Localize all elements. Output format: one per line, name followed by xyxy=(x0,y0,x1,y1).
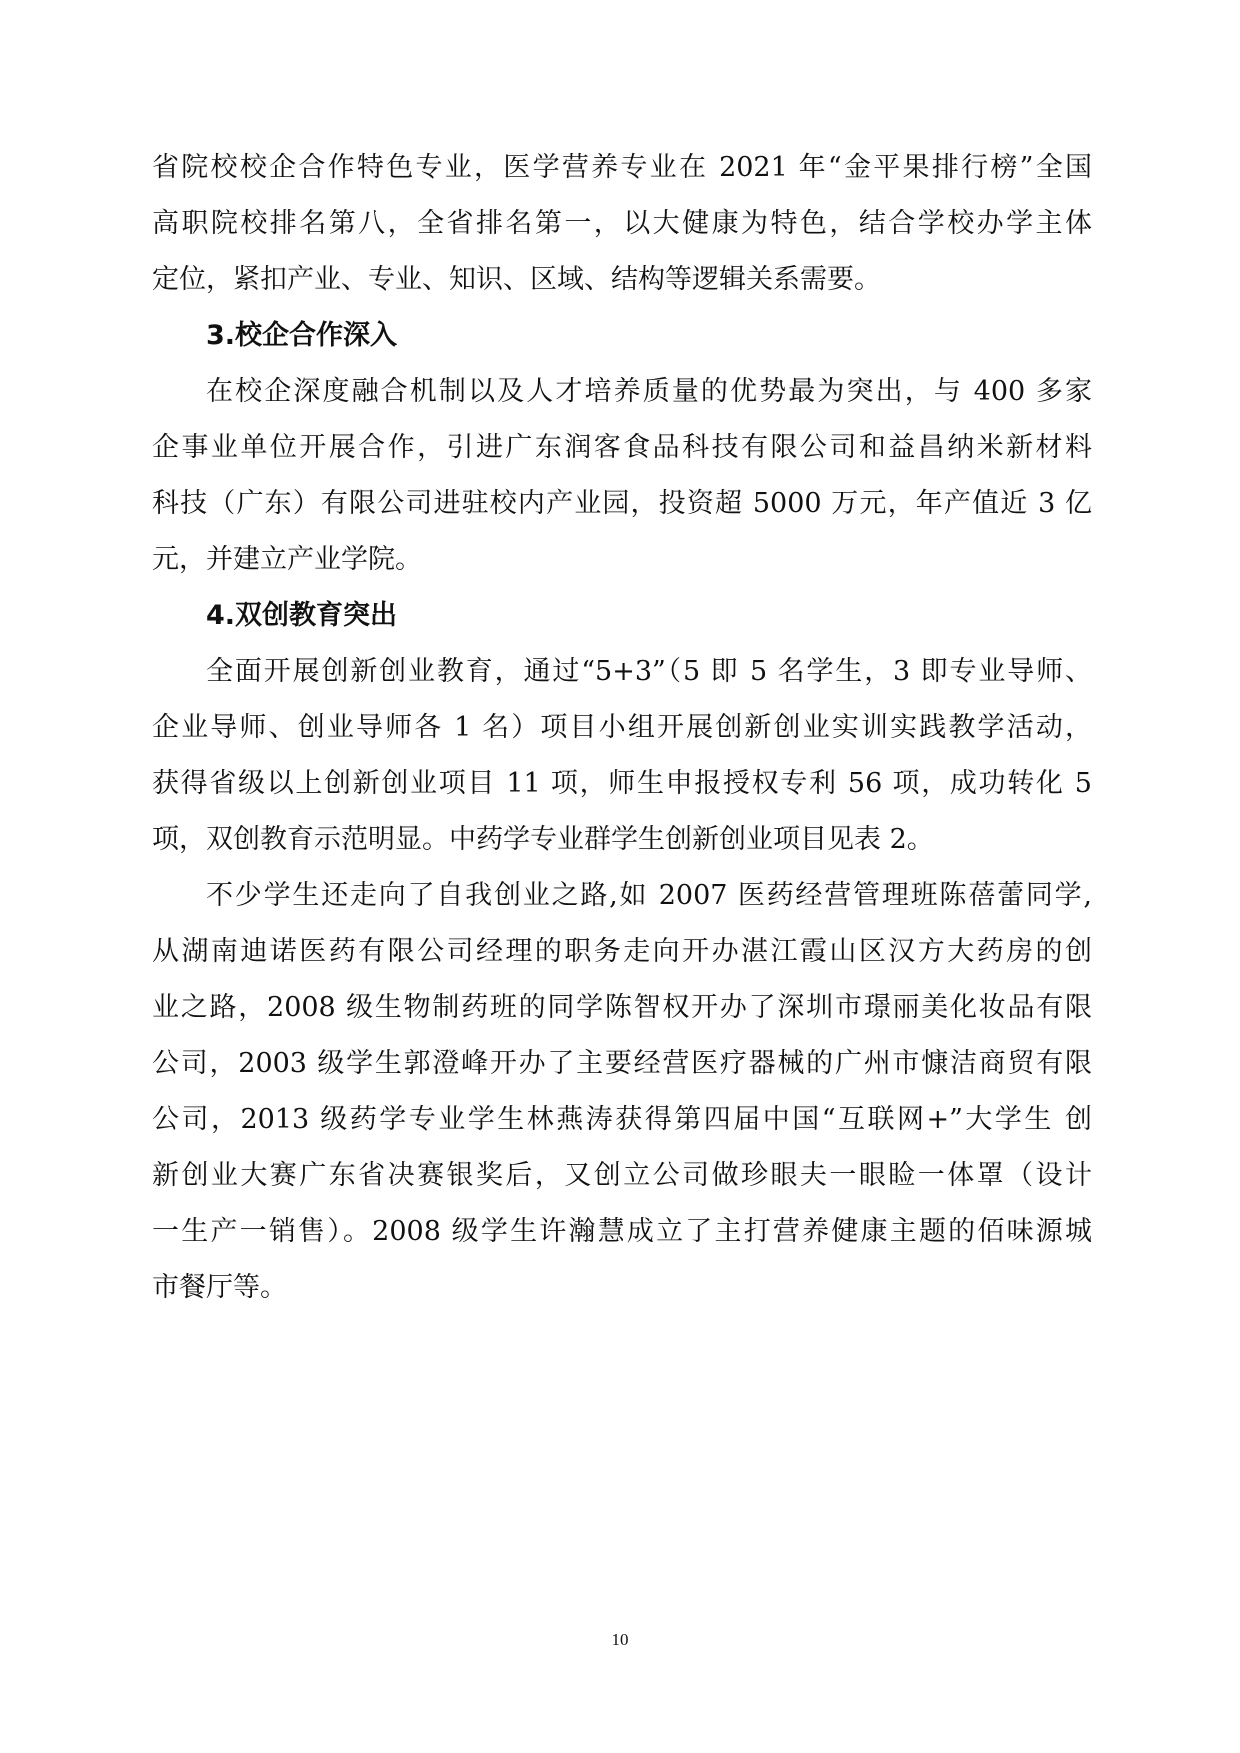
body-text-line: 市餐厅等。 xyxy=(152,1272,287,1303)
body-text-line: 从湖南迪诺医药有限公司经理的职务走向开办湛江霞山区汉方大药房的创 xyxy=(152,936,1092,967)
body-text-line: 在校企深度融合机制以及人才培养质量的优势最为突出，与 400 多家 xyxy=(206,376,1092,407)
body-text-line: 获得省级以上创新创业项目 11 项，师生申报授权专利 56 项，成功转化 5 xyxy=(152,768,1092,799)
body-text-line: 一生产一销售）。2008 级学生许瀚慧成立了主打营养健康主题的佰味源城 xyxy=(152,1216,1092,1247)
body-text-line: 定位，紧扣产业、专业、知识、区域、结构等逻辑关系需要。 xyxy=(152,264,881,295)
body-text-line: 高职院校排名第八，全省排名第一，以大健康为特色，结合学校办学主体 xyxy=(152,208,1092,239)
body-text-line: 公司，2003 级学生郭澄峰开办了主要经营医疗器械的广州市慷洁商贸有限 xyxy=(152,1048,1092,1079)
body-text-line: 业之路，2008 级生物制药班的同学陈智权开办了深圳市璟丽美化妆品有限 xyxy=(152,992,1092,1023)
body-text-line: 不少学生还走向了自我创业之路,如 2007 医药经营管理班陈蓓蕾同学, xyxy=(206,880,1092,911)
body-text-line: 项，双创教育示范明显。中药学专业群学生创新创业项目见表 2。 xyxy=(152,824,934,855)
body-text-line: 省院校校企合作特色专业，医学营养专业在 2021 年“金平果排行榜”全国 xyxy=(152,152,1092,183)
body-text-line: 新创业大赛广东省决赛银奖后，又创立公司做珍眼夫一眼睑一体罩（设计 xyxy=(152,1160,1092,1191)
body-text-line: 元，并建立产业学院。 xyxy=(152,544,422,575)
page-number: 10 xyxy=(611,1630,629,1649)
section-heading: 4.双创教育突出 xyxy=(206,600,398,631)
body-text-line: 企事业单位开展合作，引进广东润客食品科技有限公司和益昌纳米新材料 xyxy=(152,432,1092,463)
body-text-line: 公司，2013 级药学专业学生林燕涛获得第四届中国“互联网+”大学生 创 xyxy=(152,1104,1092,1135)
section-heading: 3.校企合作深入 xyxy=(206,320,398,351)
body-text-line: 科技（广东）有限公司进驻校内产业园，投资超 5000 万元，年产值近 3 亿 xyxy=(152,488,1092,519)
body-text-line: 企业导师、创业导师各 1 名）项目小组开展创新创业实训实践教学活动， xyxy=(152,712,1092,743)
body-text-line: 全面开展创新创业教育，通过“5+3”（5 即 5 名学生，3 即专业导师、 xyxy=(206,656,1092,687)
